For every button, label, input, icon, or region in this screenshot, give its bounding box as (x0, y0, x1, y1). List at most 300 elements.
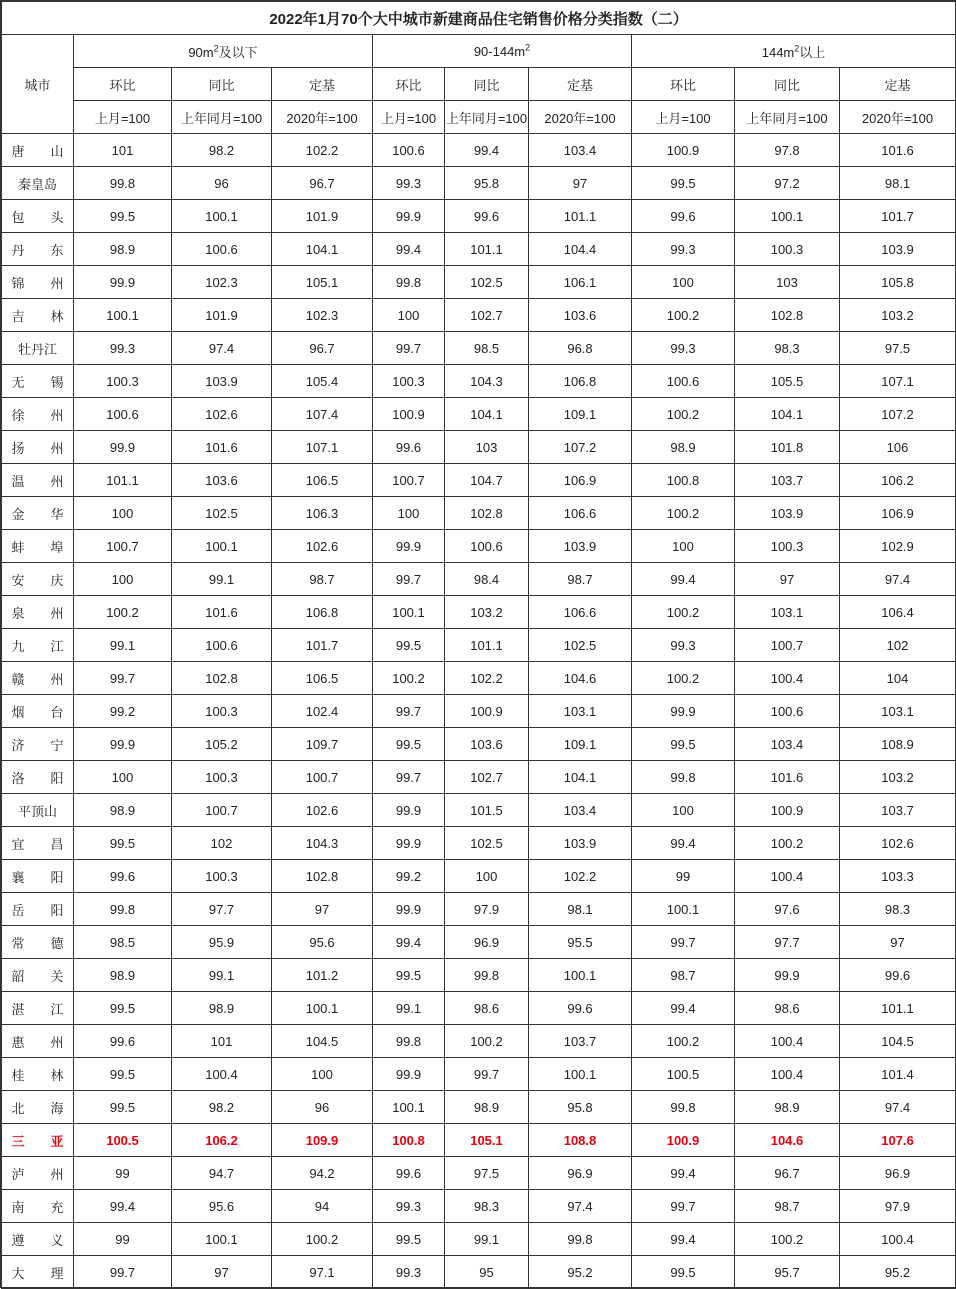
value-cell: 102.2 (529, 860, 632, 893)
value-cell: 96.9 (840, 1157, 956, 1190)
value-cell: 104.5 (840, 1025, 956, 1058)
value-cell: 100.6 (735, 695, 840, 728)
value-cell: 99.3 (373, 167, 445, 200)
value-cell: 99.4 (632, 563, 735, 596)
value-cell: 100.4 (735, 662, 840, 695)
table-row (2, 1025, 956, 1058)
value-cell: 107.4 (272, 398, 373, 431)
value-cell: 98.5 (445, 332, 529, 365)
value-cell: 102 (840, 629, 956, 662)
table-row (2, 167, 956, 200)
value-cell: 100.1 (172, 200, 272, 233)
table-row (2, 1223, 956, 1256)
value-cell: 97.7 (172, 893, 272, 926)
city-cell: 三 亚 (2, 1124, 74, 1157)
value-cell: 100.7 (735, 629, 840, 662)
value-cell: 100 (74, 563, 172, 596)
value-cell: 103.7 (529, 1025, 632, 1058)
value-cell: 97.4 (529, 1190, 632, 1223)
value-cell: 101 (74, 134, 172, 167)
value-cell: 99.3 (632, 332, 735, 365)
value-cell: 100 (373, 299, 445, 332)
value-cell: 103.9 (735, 497, 840, 530)
value-cell: 99.6 (74, 1025, 172, 1058)
value-cell: 100.3 (172, 860, 272, 893)
city-cell: 扬 州 (2, 431, 74, 464)
city-cell: 锦 州 (2, 266, 74, 299)
value-cell: 99.4 (632, 827, 735, 860)
value-cell: 101.5 (445, 794, 529, 827)
table-row (2, 431, 956, 464)
value-cell: 98.9 (74, 233, 172, 266)
city-cell: 南 充 (2, 1190, 74, 1223)
value-cell: 98.4 (445, 563, 529, 596)
city-cell: 湛 江 (2, 992, 74, 1025)
value-cell: 99.5 (373, 959, 445, 992)
value-cell: 102.8 (445, 497, 529, 530)
city-header: 城市 (2, 35, 74, 134)
value-cell: 99.7 (373, 563, 445, 596)
value-cell: 99.1 (373, 992, 445, 1025)
value-cell: 100.2 (735, 827, 840, 860)
value-cell: 99.6 (445, 200, 529, 233)
value-cell: 100.1 (172, 1223, 272, 1256)
value-cell: 100.3 (172, 695, 272, 728)
value-cell: 100.9 (632, 134, 735, 167)
value-cell: 99.4 (373, 233, 445, 266)
value-cell: 98.9 (632, 431, 735, 464)
value-cell: 100 (74, 497, 172, 530)
value-cell: 100.3 (172, 761, 272, 794)
base-header: 上年同月=100 (172, 101, 272, 134)
value-cell: 98.7 (529, 563, 632, 596)
subcol-header: 定基 (529, 68, 632, 101)
subcol-header: 环比 (74, 68, 172, 101)
value-cell: 100.6 (632, 365, 735, 398)
value-cell: 100.1 (735, 200, 840, 233)
value-cell: 106.6 (529, 497, 632, 530)
city-cell: 包 头 (2, 200, 74, 233)
city-cell: 无 锡 (2, 365, 74, 398)
city-cell: 吉 林 (2, 299, 74, 332)
value-cell: 107.2 (840, 398, 956, 431)
value-cell: 102.6 (272, 794, 373, 827)
table-row (2, 1091, 956, 1124)
value-cell: 99.6 (74, 860, 172, 893)
table-row (2, 1058, 956, 1091)
subcol-header: 同比 (172, 68, 272, 101)
city-cell: 洛 阳 (2, 761, 74, 794)
city-cell: 赣 州 (2, 662, 74, 695)
value-cell: 102.6 (840, 827, 956, 860)
value-cell: 98.1 (529, 893, 632, 926)
value-cell: 100 (632, 794, 735, 827)
value-cell: 99.5 (74, 1058, 172, 1091)
table-row (2, 464, 956, 497)
value-cell: 99.9 (373, 530, 445, 563)
value-cell: 100.4 (172, 1058, 272, 1091)
value-cell: 96.7 (272, 167, 373, 200)
value-cell: 106.5 (272, 662, 373, 695)
value-cell: 99.5 (632, 167, 735, 200)
value-cell: 103.7 (840, 794, 956, 827)
value-cell: 100.6 (445, 530, 529, 563)
value-cell: 97 (529, 167, 632, 200)
value-cell: 102 (172, 827, 272, 860)
value-cell: 104.6 (529, 662, 632, 695)
value-cell: 100.4 (735, 1058, 840, 1091)
value-cell: 99.3 (632, 233, 735, 266)
value-cell: 103.2 (840, 299, 956, 332)
value-cell: 101.1 (529, 200, 632, 233)
value-cell: 103.9 (840, 233, 956, 266)
value-cell: 99.4 (632, 1157, 735, 1190)
value-cell: 99.3 (373, 1256, 445, 1289)
value-cell: 102.2 (445, 662, 529, 695)
value-cell: 104.7 (445, 464, 529, 497)
value-cell: 103.7 (735, 464, 840, 497)
value-cell: 100.1 (529, 1058, 632, 1091)
value-cell: 100.7 (373, 464, 445, 497)
group-header-large: $144m^2$以上 (632, 35, 956, 68)
value-cell: 107.6 (840, 1124, 956, 1157)
value-cell: 94 (272, 1190, 373, 1223)
value-cell: 98.7 (272, 563, 373, 596)
base-header: 上月=100 (632, 101, 735, 134)
value-cell: 98.1 (840, 167, 956, 200)
value-cell: 100.2 (74, 596, 172, 629)
base-header: 2020年=100 (272, 101, 373, 134)
value-cell: 108.8 (529, 1124, 632, 1157)
value-cell: 106.6 (529, 596, 632, 629)
value-cell: 99.7 (632, 926, 735, 959)
value-cell: 100.9 (735, 794, 840, 827)
value-cell: 99.3 (373, 1190, 445, 1223)
value-cell: 104.1 (735, 398, 840, 431)
value-cell: 99.3 (632, 629, 735, 662)
value-cell: 96 (272, 1091, 373, 1124)
value-cell: 102.6 (272, 530, 373, 563)
value-cell: 105.5 (735, 365, 840, 398)
city-cell: 大 理 (2, 1256, 74, 1289)
value-cell: 99.5 (74, 827, 172, 860)
value-cell: 96.9 (445, 926, 529, 959)
value-cell: 109.1 (529, 398, 632, 431)
city-cell: 安 庆 (2, 563, 74, 596)
base-header: 2020年=100 (840, 101, 956, 134)
value-cell: 104.3 (445, 365, 529, 398)
value-cell: 100.1 (272, 992, 373, 1025)
value-cell: 104 (840, 662, 956, 695)
value-cell: 99.4 (445, 134, 529, 167)
value-cell: 99.6 (632, 200, 735, 233)
value-cell: 103.3 (840, 860, 956, 893)
value-cell: 97 (272, 893, 373, 926)
value-cell: 95.7 (735, 1256, 840, 1289)
value-cell: 100.1 (373, 596, 445, 629)
value-cell: 100.2 (632, 497, 735, 530)
value-cell: 106.9 (529, 464, 632, 497)
value-cell: 100.4 (840, 1223, 956, 1256)
value-cell: 100.6 (172, 233, 272, 266)
value-cell: 99.6 (373, 431, 445, 464)
value-cell: 101.6 (840, 134, 956, 167)
value-cell: 104.1 (272, 233, 373, 266)
value-cell: 103.6 (172, 464, 272, 497)
value-cell: 106.9 (840, 497, 956, 530)
value-cell: 99.9 (373, 827, 445, 860)
value-cell: 101.6 (735, 761, 840, 794)
value-cell: 103 (735, 266, 840, 299)
value-cell: 95.6 (172, 1190, 272, 1223)
value-cell: 101.2 (272, 959, 373, 992)
city-cell: 九 江 (2, 629, 74, 662)
base-header: 上月=100 (74, 101, 172, 134)
value-cell: 98.9 (172, 992, 272, 1025)
table-row (2, 926, 956, 959)
value-cell: 99.9 (74, 728, 172, 761)
value-cell: 100 (74, 761, 172, 794)
value-cell: 100.7 (172, 794, 272, 827)
city-cell: 襄 阳 (2, 860, 74, 893)
value-cell: 100.9 (373, 398, 445, 431)
table-row (2, 629, 956, 662)
value-cell: 103.1 (735, 596, 840, 629)
value-cell: 95 (445, 1256, 529, 1289)
value-cell: 98.9 (74, 959, 172, 992)
value-cell: 99.7 (373, 761, 445, 794)
value-cell: 103.4 (735, 728, 840, 761)
table-row (2, 596, 956, 629)
value-cell: 97.2 (735, 167, 840, 200)
value-cell: 104.6 (735, 1124, 840, 1157)
value-cell: 96.7 (735, 1157, 840, 1190)
value-cell: 100.6 (172, 629, 272, 662)
value-cell: 99.8 (373, 1025, 445, 1058)
table-title: 2022年1月70个大中城市新建商品住宅销售价格分类指数（二） (2, 2, 956, 35)
value-cell: 95.5 (529, 926, 632, 959)
table-row (2, 299, 956, 332)
value-cell: 99.9 (632, 695, 735, 728)
value-cell: 100.1 (632, 893, 735, 926)
value-cell: 102.4 (272, 695, 373, 728)
value-cell: 98.3 (445, 1190, 529, 1223)
value-cell: 99.9 (74, 431, 172, 464)
value-cell: 100.6 (373, 134, 445, 167)
city-cell: 韶 关 (2, 959, 74, 992)
value-cell: 100 (445, 860, 529, 893)
value-cell: 95.6 (272, 926, 373, 959)
value-cell: 99.2 (74, 695, 172, 728)
value-cell: 96.7 (272, 332, 373, 365)
value-cell: 100 (272, 1058, 373, 1091)
value-cell: 101.1 (445, 233, 529, 266)
value-cell: 105.1 (272, 266, 373, 299)
city-cell: 北 海 (2, 1091, 74, 1124)
value-cell: 98.7 (735, 1190, 840, 1223)
value-cell: 101.4 (840, 1058, 956, 1091)
city-cell: 烟 台 (2, 695, 74, 728)
value-cell: 100.8 (632, 464, 735, 497)
value-cell: 99 (632, 860, 735, 893)
city-cell: 牡丹江 (2, 332, 74, 365)
table-row (2, 134, 956, 167)
value-cell: 103 (445, 431, 529, 464)
value-cell: 99.4 (632, 1223, 735, 1256)
value-cell: 102.7 (445, 761, 529, 794)
table-row (2, 860, 956, 893)
table-row (2, 398, 956, 431)
value-cell: 99 (74, 1157, 172, 1190)
value-cell: 103.9 (529, 530, 632, 563)
city-cell: 蚌 埠 (2, 530, 74, 563)
table-row (2, 563, 956, 596)
value-cell: 99.8 (74, 167, 172, 200)
value-cell: 103.1 (529, 695, 632, 728)
value-cell: 99.4 (74, 1190, 172, 1223)
value-cell: 100.2 (632, 596, 735, 629)
value-cell: 99.5 (74, 1091, 172, 1124)
value-cell: 99.2 (373, 860, 445, 893)
value-cell: 101.7 (272, 629, 373, 662)
value-cell: 99.5 (373, 1223, 445, 1256)
subcol-header: 环比 (373, 68, 445, 101)
value-cell: 103.6 (529, 299, 632, 332)
table-row (2, 794, 956, 827)
value-cell: 98.9 (445, 1091, 529, 1124)
value-cell: 97.7 (735, 926, 840, 959)
value-cell: 104.3 (272, 827, 373, 860)
value-cell: 101 (172, 1025, 272, 1058)
value-cell: 102.8 (735, 299, 840, 332)
value-cell: 96 (172, 167, 272, 200)
value-cell: 107.1 (840, 365, 956, 398)
value-cell: 99.5 (74, 992, 172, 1025)
value-cell: 100.2 (735, 1223, 840, 1256)
value-cell: 99.8 (529, 1223, 632, 1256)
value-cell: 95.2 (840, 1256, 956, 1289)
table-row (2, 200, 956, 233)
value-cell: 95.2 (529, 1256, 632, 1289)
value-cell: 100.3 (735, 530, 840, 563)
value-cell: 99.1 (445, 1223, 529, 1256)
value-cell: 99.4 (373, 926, 445, 959)
value-cell: 102.3 (172, 266, 272, 299)
value-cell: 98.2 (172, 134, 272, 167)
value-cell: 103.6 (445, 728, 529, 761)
value-cell: 100.1 (529, 959, 632, 992)
value-cell: 106.8 (272, 596, 373, 629)
value-cell: 98.7 (632, 959, 735, 992)
value-cell: 102.9 (840, 530, 956, 563)
value-cell: 100.4 (735, 860, 840, 893)
value-cell: 99.9 (373, 1058, 445, 1091)
value-cell: 99.7 (632, 1190, 735, 1223)
value-cell: 97.1 (272, 1256, 373, 1289)
value-cell: 99.5 (373, 629, 445, 662)
city-cell: 徐 州 (2, 398, 74, 431)
table-row (2, 233, 956, 266)
value-cell: 99.8 (373, 266, 445, 299)
subcol-header: 定基 (272, 68, 373, 101)
value-cell: 97 (840, 926, 956, 959)
city-cell: 岳 阳 (2, 893, 74, 926)
value-cell: 99.9 (373, 200, 445, 233)
table-row (2, 530, 956, 563)
value-cell: 99.8 (632, 761, 735, 794)
value-cell: 97.5 (840, 332, 956, 365)
value-cell: 97.5 (445, 1157, 529, 1190)
value-cell: 102.6 (172, 398, 272, 431)
table-row (2, 728, 956, 761)
value-cell: 106.2 (840, 464, 956, 497)
city-cell: 唐 山 (2, 134, 74, 167)
value-cell: 101.1 (74, 464, 172, 497)
value-cell: 99.5 (373, 728, 445, 761)
value-cell: 101.9 (272, 200, 373, 233)
value-cell: 100 (373, 497, 445, 530)
value-cell: 102.8 (172, 662, 272, 695)
value-cell: 109.9 (272, 1124, 373, 1157)
value-cell: 99.7 (373, 695, 445, 728)
subcol-header: 环比 (632, 68, 735, 101)
value-cell: 100.3 (373, 365, 445, 398)
value-cell: 99.4 (632, 992, 735, 1025)
value-cell: 95.9 (172, 926, 272, 959)
value-cell: 107.2 (529, 431, 632, 464)
subcol-header: 定基 (840, 68, 956, 101)
value-cell: 100.3 (74, 365, 172, 398)
value-cell: 99.9 (373, 893, 445, 926)
value-cell: 106.5 (272, 464, 373, 497)
value-cell: 103.4 (529, 134, 632, 167)
value-cell: 106.4 (840, 596, 956, 629)
value-cell: 100 (632, 530, 735, 563)
base-header: 上月=100 (373, 101, 445, 134)
subcol-header: 同比 (735, 68, 840, 101)
value-cell: 102.5 (445, 266, 529, 299)
value-cell: 97.9 (840, 1190, 956, 1223)
city-cell: 济 宁 (2, 728, 74, 761)
table-row (2, 332, 956, 365)
value-cell: 100 (632, 266, 735, 299)
value-cell: 102.5 (445, 827, 529, 860)
value-cell: 99.7 (74, 662, 172, 695)
city-cell: 遵 义 (2, 1223, 74, 1256)
value-cell: 100.7 (272, 761, 373, 794)
value-cell: 100.1 (172, 530, 272, 563)
table-row (2, 992, 956, 1025)
value-cell: 99.1 (172, 563, 272, 596)
subcol-header: 同比 (445, 68, 529, 101)
city-cell: 丹 东 (2, 233, 74, 266)
value-cell: 97.8 (735, 134, 840, 167)
table-row (2, 695, 956, 728)
city-cell: 桂 林 (2, 1058, 74, 1091)
city-cell: 泸 州 (2, 1157, 74, 1190)
value-cell: 95.8 (529, 1091, 632, 1124)
value-cell: 98.9 (74, 794, 172, 827)
value-cell: 96.9 (529, 1157, 632, 1190)
city-cell: 宜 昌 (2, 827, 74, 860)
value-cell: 97 (735, 563, 840, 596)
group-header-small: $90m^2$及以下 (74, 35, 373, 68)
value-cell: 103.2 (445, 596, 529, 629)
value-cell: 101.1 (840, 992, 956, 1025)
value-cell: 100.8 (373, 1124, 445, 1157)
value-cell: 101.7 (840, 200, 956, 233)
value-cell: 99.3 (74, 332, 172, 365)
